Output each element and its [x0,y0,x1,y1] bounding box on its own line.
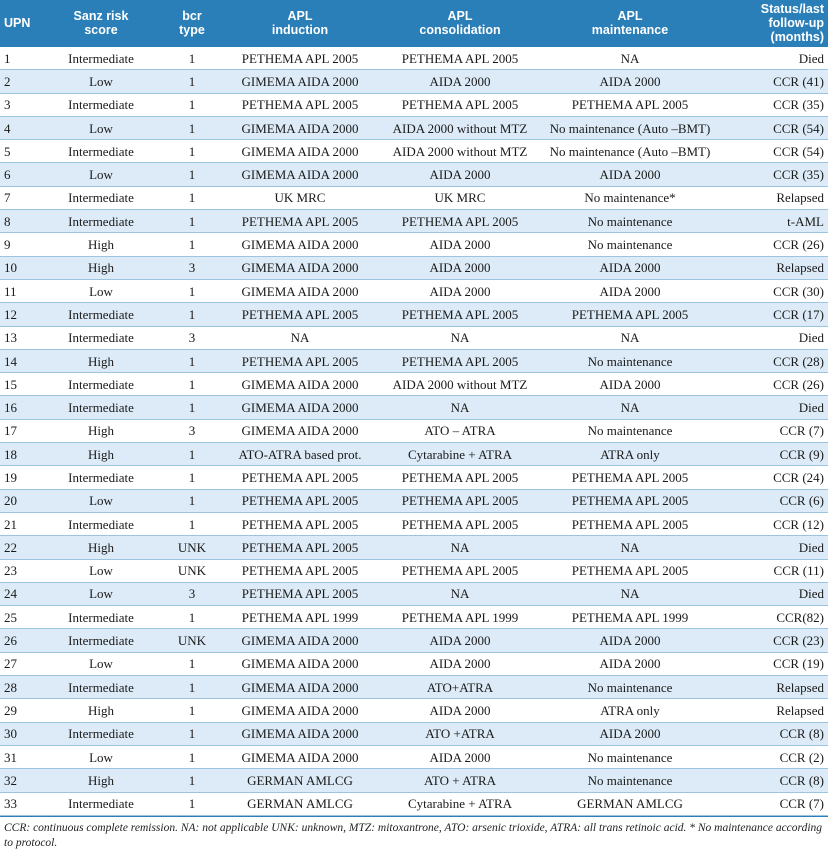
cell-sanz-risk: High [44,256,158,279]
cell-maintenance: NA [546,536,714,559]
table-row [0,722,828,745]
cell-upn: 13 [0,326,44,349]
header-bcr-line1: bcr [182,9,202,23]
cell-maintenance: No maintenance [546,233,714,256]
header-apl-consolidation [374,0,546,47]
cell-induction: GIMEMA AIDA 2000 [226,396,374,419]
cell-consolidation: PETHEMA APL 2005 [374,489,546,512]
cell-sanz-risk: Intermediate [44,303,158,326]
header-apl-induction [226,0,374,47]
cell-bcr-type: 1 [158,489,226,512]
cell-maintenance: PETHEMA APL 2005 [546,559,714,582]
cell-induction: PETHEMA APL 2005 [226,512,374,535]
cell-consolidation: PETHEMA APL 2005 [374,466,546,489]
table-row [0,303,828,326]
cell-induction: PETHEMA APL 2005 [226,582,374,605]
cell-sanz-risk: Low [44,582,158,605]
cell-upn: 30 [0,722,44,745]
cell-status: t-AML [714,210,828,233]
cell-bcr-type: 1 [158,140,226,163]
cell-sanz-risk: Intermediate [44,210,158,233]
cell-sanz-risk: Low [44,279,158,302]
cell-consolidation: AIDA 2000 [374,256,546,279]
cell-sanz-risk: Intermediate [44,466,158,489]
cell-sanz-risk: High [44,419,158,442]
cell-consolidation: ATO – ATRA [374,419,546,442]
cell-status: CCR (35) [714,163,828,186]
cell-bcr-type: 1 [158,70,226,93]
cell-status: Relapsed [714,699,828,722]
cell-upn: 5 [0,140,44,163]
cell-induction: GIMEMA AIDA 2000 [226,140,374,163]
cell-status: CCR(82) [714,606,828,629]
cell-sanz-risk: Low [44,163,158,186]
cell-bcr-type: 1 [158,116,226,139]
header-upn-line1: UPN [4,16,31,30]
cell-induction: ATO-ATRA based prot. [226,443,374,466]
cell-upn: 22 [0,536,44,559]
cell-upn: 6 [0,163,44,186]
header-sanz-risk [44,0,158,47]
cell-bcr-type: 1 [158,699,226,722]
header-apl-maintenance [546,0,714,47]
table-row [0,419,828,442]
cell-consolidation: AIDA 2000 [374,652,546,675]
table-row [0,326,828,349]
header-bcr-line2: type [179,23,205,37]
cell-bcr-type: 1 [158,349,226,372]
cell-bcr-type: 1 [158,745,226,768]
cell-bcr-type: 1 [158,676,226,699]
cell-maintenance: PETHEMA APL 2005 [546,93,714,116]
cell-induction: NA [226,326,374,349]
cell-bcr-type: 1 [158,47,226,70]
cell-consolidation: PETHEMA APL 2005 [374,303,546,326]
cell-sanz-risk: Intermediate [44,373,158,396]
cell-consolidation: ATO + ATRA [374,769,546,792]
cell-maintenance: AIDA 2000 [546,629,714,652]
cell-consolidation: UK MRC [374,186,546,209]
cell-upn: 10 [0,256,44,279]
cell-maintenance: AIDA 2000 [546,373,714,396]
cell-induction: PETHEMA APL 2005 [226,536,374,559]
cell-consolidation: NA [374,536,546,559]
cell-sanz-risk: Intermediate [44,606,158,629]
cell-status: Died [714,326,828,349]
cell-status: CCR (17) [714,303,828,326]
cell-consolidation: AIDA 2000 [374,233,546,256]
cell-upn: 3 [0,93,44,116]
cell-consolidation: PETHEMA APL 2005 [374,349,546,372]
cell-sanz-risk: Intermediate [44,722,158,745]
table-row [0,745,828,768]
table-row [0,443,828,466]
cell-induction: GIMEMA AIDA 2000 [226,256,374,279]
cell-bcr-type: 1 [158,279,226,302]
cell-induction: PETHEMA APL 2005 [226,559,374,582]
table-row [0,396,828,419]
cell-maintenance: PETHEMA APL 2005 [546,489,714,512]
cell-bcr-type: 1 [158,210,226,233]
cell-upn: 29 [0,699,44,722]
cell-maintenance: ATRA only [546,699,714,722]
cell-status: CCR (7) [714,419,828,442]
cell-maintenance: AIDA 2000 [546,722,714,745]
cell-status: Died [714,536,828,559]
cell-upn: 33 [0,792,44,815]
cell-induction: GIMEMA AIDA 2000 [226,699,374,722]
header-consolidation-line1: APL [447,9,473,23]
cell-consolidation: AIDA 2000 [374,163,546,186]
table-row [0,582,828,605]
cell-upn: 19 [0,466,44,489]
cell-bcr-type: 1 [158,303,226,326]
table-row [0,116,828,139]
cell-bcr-type: 1 [158,443,226,466]
cell-induction: PETHEMA APL 1999 [226,606,374,629]
cell-status: Died [714,47,828,70]
cell-sanz-risk: Intermediate [44,140,158,163]
cell-sanz-risk: High [44,443,158,466]
cell-upn: 25 [0,606,44,629]
cell-induction: GIMEMA AIDA 2000 [226,116,374,139]
header-maintenance-line2: maintenance [591,23,669,37]
cell-upn: 28 [0,676,44,699]
cell-consolidation: ATO +ATRA [374,722,546,745]
header-consolidation-line2: consolidation [419,23,501,37]
cell-consolidation: AIDA 2000 [374,279,546,302]
cell-induction: GERMAN AMLCG [226,769,374,792]
cell-status: Relapsed [714,676,828,699]
table-row [0,279,828,302]
cell-sanz-risk: Intermediate [44,326,158,349]
table-row [0,606,828,629]
cell-status: CCR (6) [714,489,828,512]
cell-induction: GIMEMA AIDA 2000 [226,745,374,768]
cell-bcr-type: 1 [158,722,226,745]
cell-upn: 16 [0,396,44,419]
cell-sanz-risk: Low [44,70,158,93]
cell-consolidation: NA [374,396,546,419]
cell-maintenance: No maintenance [546,419,714,442]
cell-induction: UK MRC [226,186,374,209]
header-status-line2: follow-up (months) [768,16,824,44]
cell-maintenance: AIDA 2000 [546,652,714,675]
cell-maintenance: No maintenance [546,745,714,768]
table-row [0,489,828,512]
cell-bcr-type: 1 [158,233,226,256]
cell-consolidation: AIDA 2000 [374,699,546,722]
cell-upn: 31 [0,745,44,768]
cell-status: CCR (26) [714,233,828,256]
cell-consolidation: PETHEMA APL 1999 [374,606,546,629]
cell-maintenance: No maintenance [546,676,714,699]
cell-status: CCR (26) [714,373,828,396]
cell-induction: PETHEMA APL 2005 [226,210,374,233]
cell-status: CCR (30) [714,279,828,302]
table-row [0,769,828,792]
cell-bcr-type: 1 [158,512,226,535]
cell-maintenance: GERMAN AMLCG [546,792,714,815]
cell-induction: GIMEMA AIDA 2000 [226,373,374,396]
cell-maintenance: PETHEMA APL 2005 [546,303,714,326]
cell-maintenance: No maintenance [546,349,714,372]
cell-consolidation: NA [374,326,546,349]
cell-bcr-type: 1 [158,792,226,815]
cell-bcr-type: 1 [158,396,226,419]
cell-consolidation: PETHEMA APL 2005 [374,47,546,70]
cell-consolidation: AIDA 2000 without MTZ [374,373,546,396]
cell-sanz-risk: Intermediate [44,47,158,70]
table-row [0,70,828,93]
cell-sanz-risk: High [44,349,158,372]
cell-bcr-type: 1 [158,652,226,675]
cell-sanz-risk: Intermediate [44,186,158,209]
cell-status: CCR (54) [714,140,828,163]
cell-maintenance: No maintenance (Auto –BMT) [546,116,714,139]
cell-status: CCR (9) [714,443,828,466]
cell-bcr-type: 1 [158,466,226,489]
cell-consolidation: PETHEMA APL 2005 [374,512,546,535]
cell-status: CCR (19) [714,652,828,675]
cell-bcr-type: 3 [158,326,226,349]
cell-consolidation: AIDA 2000 [374,745,546,768]
cell-sanz-risk: Intermediate [44,512,158,535]
cell-upn: 17 [0,419,44,442]
table-row [0,140,828,163]
cell-upn: 32 [0,769,44,792]
cell-upn: 11 [0,279,44,302]
cell-sanz-risk: Low [44,489,158,512]
cell-induction: PETHEMA APL 2005 [226,47,374,70]
header-status [714,0,828,47]
cell-upn: 2 [0,70,44,93]
cell-status: CCR (7) [714,792,828,815]
cell-induction: GIMEMA AIDA 2000 [226,70,374,93]
cell-maintenance: AIDA 2000 [546,256,714,279]
header-row [0,0,828,47]
cell-consolidation: PETHEMA APL 2005 [374,93,546,116]
table-row [0,652,828,675]
cell-upn: 4 [0,116,44,139]
cell-maintenance: ATRA only [546,443,714,466]
table-row [0,349,828,372]
cell-upn: 9 [0,233,44,256]
cell-sanz-risk: Low [44,559,158,582]
cell-status: CCR (41) [714,70,828,93]
cell-bcr-type: 3 [158,582,226,605]
cell-bcr-type: 1 [158,93,226,116]
cell-induction: GIMEMA AIDA 2000 [226,279,374,302]
cell-maintenance: NA [546,396,714,419]
table-row [0,466,828,489]
cell-consolidation: Cytarabine + ATRA [374,443,546,466]
cell-sanz-risk: High [44,233,158,256]
cell-induction: GIMEMA AIDA 2000 [226,629,374,652]
header-maintenance-line1: APL [617,9,643,23]
cell-consolidation: AIDA 2000 [374,70,546,93]
cell-induction: GIMEMA AIDA 2000 [226,652,374,675]
cell-bcr-type: 1 [158,373,226,396]
cell-upn: 18 [0,443,44,466]
cell-bcr-type: UNK [158,559,226,582]
cell-status: Died [714,396,828,419]
cell-upn: 15 [0,373,44,396]
cell-sanz-risk: High [44,536,158,559]
cell-consolidation: NA [374,582,546,605]
cell-maintenance: PETHEMA APL 1999 [546,606,714,629]
cell-induction: GIMEMA AIDA 2000 [226,722,374,745]
cell-consolidation: AIDA 2000 without MTZ [374,116,546,139]
cell-upn: 8 [0,210,44,233]
table-row [0,792,828,815]
cell-consolidation: AIDA 2000 without MTZ [374,140,546,163]
table-row [0,256,828,279]
cell-upn: 24 [0,582,44,605]
cell-sanz-risk: Low [44,652,158,675]
cell-maintenance: No maintenance* [546,186,714,209]
cell-upn: 1 [0,47,44,70]
cell-sanz-risk: High [44,699,158,722]
table-row [0,93,828,116]
cell-sanz-risk: Intermediate [44,396,158,419]
cell-upn: 23 [0,559,44,582]
table-row [0,676,828,699]
table-row [0,699,828,722]
cell-sanz-risk: Low [44,745,158,768]
cell-bcr-type: 1 [158,163,226,186]
cell-bcr-type: 1 [158,606,226,629]
cell-induction: PETHEMA APL 2005 [226,303,374,326]
header-induction-line1: APL [287,9,313,23]
cell-status: CCR (2) [714,745,828,768]
cell-status: CCR (11) [714,559,828,582]
cell-consolidation: Cytarabine + ATRA [374,792,546,815]
header-status-line1: Status/last [760,2,824,16]
cell-maintenance: NA [546,582,714,605]
cell-consolidation: PETHEMA APL 2005 [374,210,546,233]
table-row [0,373,828,396]
cell-consolidation: AIDA 2000 [374,629,546,652]
table-row [0,163,828,186]
cell-sanz-risk: Intermediate [44,93,158,116]
cell-status: CCR (8) [714,769,828,792]
cell-bcr-type: 3 [158,419,226,442]
table-row [0,629,828,652]
header-induction-line2: induction [271,23,329,37]
cell-induction: PETHEMA APL 2005 [226,466,374,489]
cell-sanz-risk: Intermediate [44,676,158,699]
cell-status: CCR (54) [714,116,828,139]
cell-upn: 26 [0,629,44,652]
cell-induction: GIMEMA AIDA 2000 [226,676,374,699]
cell-bcr-type: UNK [158,536,226,559]
cell-status: CCR (35) [714,93,828,116]
header-upn [0,0,44,47]
cell-bcr-type: 1 [158,769,226,792]
header-sanz-line1: Sanz risk [73,9,129,23]
cell-sanz-risk: Intermediate [44,792,158,815]
cell-maintenance: PETHEMA APL 2005 [546,466,714,489]
cell-induction: PETHEMA APL 2005 [226,349,374,372]
table-row [0,512,828,535]
cell-consolidation: PETHEMA APL 2005 [374,559,546,582]
cell-sanz-risk: Low [44,116,158,139]
table-row [0,210,828,233]
cell-sanz-risk: Intermediate [44,629,158,652]
cell-maintenance: No maintenance [546,210,714,233]
cell-maintenance: NA [546,326,714,349]
cell-maintenance: PETHEMA APL 2005 [546,512,714,535]
cell-status: Died [714,582,828,605]
cell-status: CCR (24) [714,466,828,489]
cell-bcr-type: 3 [158,256,226,279]
cell-upn: 27 [0,652,44,675]
table-row [0,559,828,582]
cell-maintenance: AIDA 2000 [546,70,714,93]
cell-upn: 14 [0,349,44,372]
cell-status: CCR (8) [714,722,828,745]
cell-induction: GIMEMA AIDA 2000 [226,163,374,186]
cell-induction: GIMEMA AIDA 2000 [226,233,374,256]
table-footnote: CCR: continuous complete remission. NA: not applicable UNK: unknown, MTZ: mitoxantrone, ATO: arsenic trioxide, ATRA: all trans retinoic acid. * No maintenance according to protocol. [0,816,828,851]
cell-status: CCR (23) [714,629,828,652]
cell-maintenance: No maintenance (Auto –BMT) [546,140,714,163]
cell-sanz-risk: High [44,769,158,792]
cell-bcr-type: UNK [158,629,226,652]
cell-maintenance: NA [546,47,714,70]
table-row [0,536,828,559]
cell-upn: 12 [0,303,44,326]
table-row [0,47,828,70]
cell-induction: PETHEMA APL 2005 [226,489,374,512]
header-bcr-type [158,0,226,47]
cell-induction: GIMEMA AIDA 2000 [226,419,374,442]
table-header [0,0,828,47]
cell-induction: PETHEMA APL 2005 [226,93,374,116]
cell-upn: 20 [0,489,44,512]
cell-status: CCR (28) [714,349,828,372]
cell-status: Relapsed [714,256,828,279]
cell-bcr-type: 1 [158,186,226,209]
cell-upn: 21 [0,512,44,535]
table-row [0,233,828,256]
cell-consolidation: ATO+ATRA [374,676,546,699]
cell-maintenance: AIDA 2000 [546,163,714,186]
cell-status: CCR (12) [714,512,828,535]
cell-status: Relapsed [714,186,828,209]
table-body [0,47,828,815]
cell-maintenance: No maintenance [546,769,714,792]
cell-upn: 7 [0,186,44,209]
cell-induction: GERMAN AMLCG [226,792,374,815]
header-sanz-line2: score [84,23,118,37]
cell-maintenance: AIDA 2000 [546,279,714,302]
table-row [0,186,828,209]
